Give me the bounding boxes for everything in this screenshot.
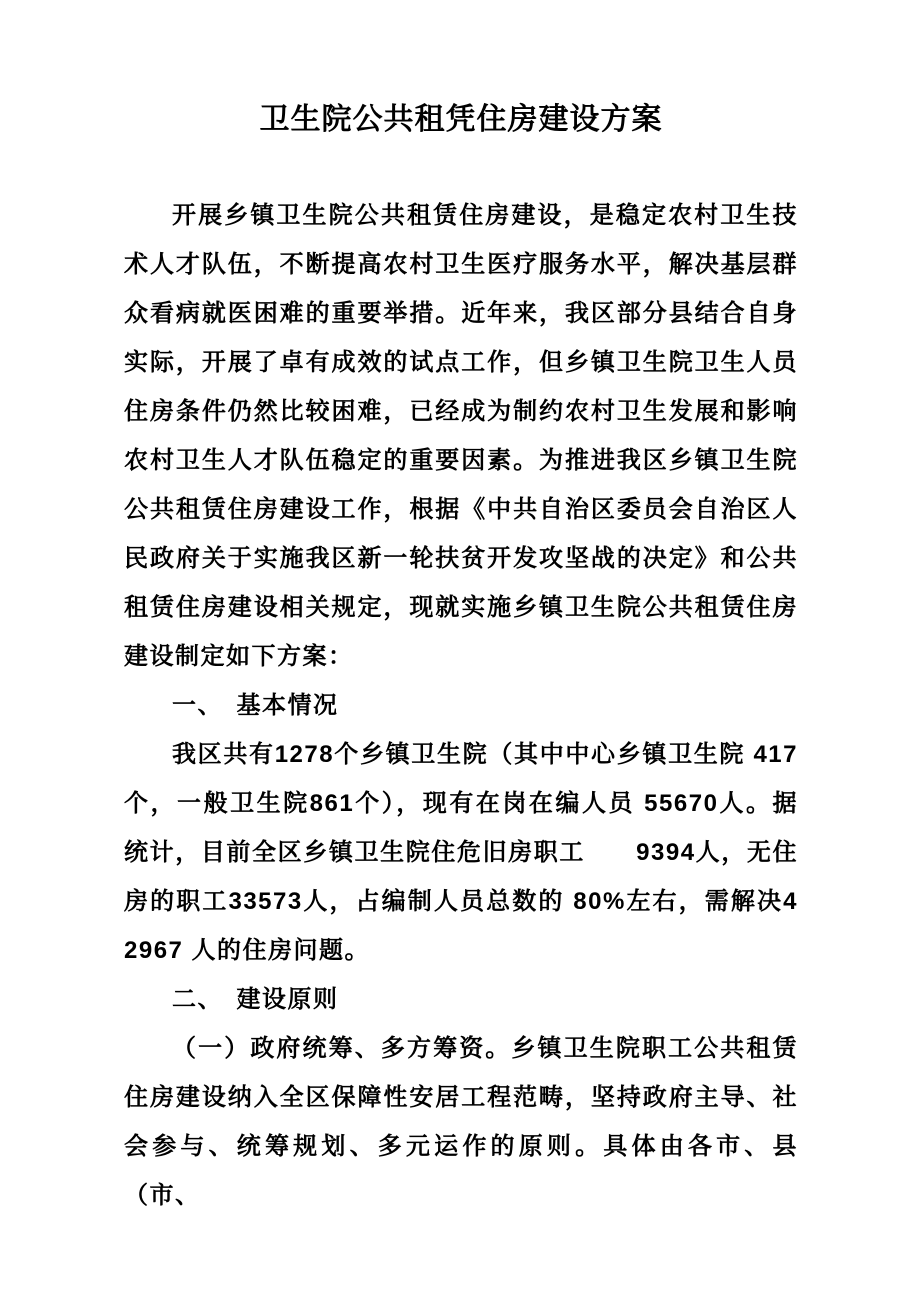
document-title: 卫生院公共租凭住房建设方案: [259, 103, 663, 136]
section-heading-construction-principles: 二、 建设原则: [172, 986, 339, 1013]
paragraph-construction-principles: （一）政府统筹、多方筹资。乡镇卫生院职工公共租赁住房建设纳入全区保障性安居工程范畴，坚持政府主导、社会参与、统筹规划、多元运作的原则。具体由各市、县（市、: [124, 1035, 798, 1209]
paragraph-intro: 开展乡镇卫生院公共租赁住房建设，是稳定农村卫生技术人才队伍，不断提高农村卫生医疗服务水平，解决基层群众看病就医困难的重要举措。近年来，我区部分县结合自身实际，开展了卓有成效的试点工作，但乡镇卫生院卫生人员住房条件仍然比较困难，已经成为制约农村卫生发展和影响农村卫生人才队伍稳定的重要因素。为推进我区乡镇卫生院公共租赁住房建设工作，根据《中共自治区委员会自治区人民政府关于实施我区新一轮扶贫开发攻坚战的决定》和公共租赁住房建设相关规定，现就实施乡镇卫生院公共租赁住房建设制定如下方案：: [124, 202, 798, 670]
paragraph-basic-situation: 我区共有1278个乡镇卫生院（其中中心乡镇卫生院 417 个，一般卫生院861个），现有在岗在编人员 55670人。据统计，目前全区乡镇卫生院住危旧房职工 9394人，无住房的职工33573人，占编制人员总数的 80%左右，需解决42967 人的住房问题。: [124, 741, 798, 964]
section-heading-basic-situation: 一、 基本情况: [172, 692, 339, 719]
